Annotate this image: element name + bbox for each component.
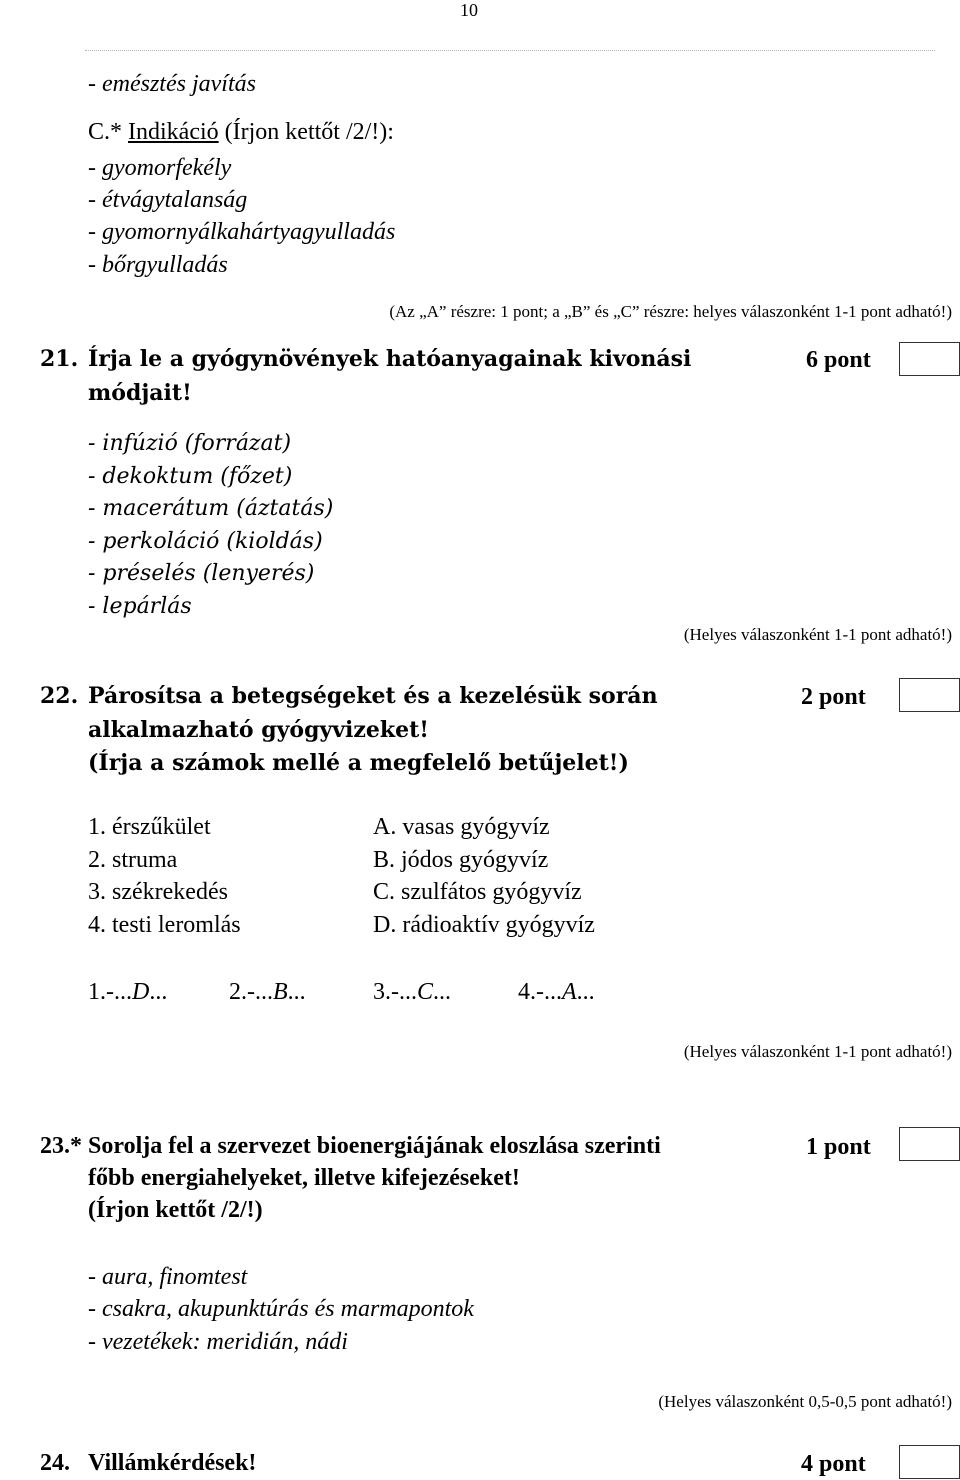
indication-heading	[88, 116, 394, 148]
match-answer	[373, 976, 451, 1008]
question-points: 1 pont	[806, 1134, 871, 1160]
disease-item: 4. testi leromlás	[88, 912, 241, 938]
header-divider	[85, 50, 935, 51]
match-letter: A	[562, 979, 577, 1005]
question-text: Írja le a gyógynövények hatóanyagainak kivonási	[88, 346, 692, 372]
match-number: 1.-...	[88, 979, 132, 1005]
match-tail: ...	[576, 979, 595, 1005]
indication-suffix: (Írjon kettőt /2/!):	[218, 119, 394, 145]
indication-item: - gyomorfekély	[88, 155, 232, 181]
answer-item: - aura, finomtest	[88, 1264, 248, 1290]
scoring-note: (Helyes válaszonként 1-1 pont adható!)	[683, 625, 952, 644]
question-text: Párosítsa a betegségeket és a kezelésük során	[88, 683, 658, 709]
water-item: B. jódos gyógyvíz	[373, 847, 549, 873]
match-letter: C	[417, 979, 434, 1005]
question-text: Villámkérdések!	[88, 1450, 257, 1476]
question-number: 23.*	[40, 1133, 82, 1159]
score-box[interactable]	[899, 678, 960, 712]
answer-item: - préselés (lenyerés)	[88, 561, 315, 586]
page-number: 10	[460, 0, 478, 20]
indication-label: Indikáció	[128, 119, 219, 145]
answer-item: - vezetékek: meridián, nádi	[88, 1329, 348, 1355]
answer-item: - csakra, akupunktúrás és marmapontok	[88, 1296, 474, 1322]
match-letter: D	[132, 979, 150, 1005]
water-item: D. rádioaktív gyógyvíz	[373, 912, 595, 938]
match-answer	[88, 976, 167, 1008]
disease-item: 2. struma	[88, 847, 178, 873]
scoring-note: (Az „A” részre: 1 pont; a „B” és „C” részre: helyes válaszonként 1-1 pont adható!)	[389, 302, 952, 321]
indication-item: - gyomornyálkahártyagyulladás	[88, 219, 396, 245]
match-tail: ...	[433, 979, 452, 1005]
question-number: 24.	[40, 1450, 70, 1476]
water-item: A. vasas gyógyvíz	[373, 814, 550, 840]
water-item: C. szulfátos gyógyvíz	[373, 879, 582, 905]
question-points: 6 pont	[806, 347, 871, 373]
match-answer	[518, 976, 595, 1008]
scoring-note: (Helyes válaszonként 1-1 pont adható!)	[683, 1042, 952, 1061]
question-number: 22.	[40, 683, 79, 709]
answer-item: - dekoktum (főzet)	[88, 464, 293, 489]
question-text: Sorolja fel a szervezet bioenergiájának eloszlása szerinti	[88, 1133, 661, 1159]
disease-item: 1. érszűkület	[88, 814, 211, 840]
indication-item: - étvágytalanság	[88, 187, 248, 213]
question-text: főbb energiahelyeket, illetve kifejezéseket!	[88, 1165, 520, 1191]
score-box[interactable]	[899, 1127, 960, 1161]
match-tail: ...	[287, 979, 306, 1005]
question-text: alkalmazható gyógyvizeket!	[88, 717, 429, 743]
score-box[interactable]	[899, 342, 960, 376]
indication-prefix: C.*	[88, 119, 129, 145]
disease-item: 3. székrekedés	[88, 879, 228, 905]
question-instruction: (Írjon kettőt /2/!)	[88, 1197, 263, 1223]
question-points: 4 pont	[801, 1451, 866, 1477]
indication-item: - bőrgyulladás	[88, 252, 228, 278]
answer-item: - infúzió (forrázat)	[88, 431, 292, 456]
answer-item: - macerátum (áztatás)	[88, 496, 334, 521]
question-points: 2 pont	[801, 684, 866, 710]
match-number: 2.-...	[229, 979, 273, 1005]
question-instruction: (Írja a számok mellé a megfelelő betűjelet!)	[88, 750, 629, 776]
question-text: módjait!	[88, 380, 192, 406]
match-number: 4.-...	[518, 979, 562, 1005]
answer-item: - lepárlás	[88, 594, 192, 619]
match-answer	[229, 976, 306, 1008]
match-letter: B	[273, 979, 288, 1005]
prev-answer-item: - emésztés javítás	[88, 71, 256, 97]
match-tail: ...	[149, 979, 168, 1005]
match-number: 3.-...	[373, 979, 417, 1005]
answer-item: - perkoláció (kioldás)	[88, 529, 323, 554]
scoring-note: (Helyes válaszonként 0,5-0,5 pont adható!)	[658, 1392, 952, 1411]
score-box[interactable]	[899, 1445, 960, 1479]
question-number: 21.	[40, 346, 79, 372]
